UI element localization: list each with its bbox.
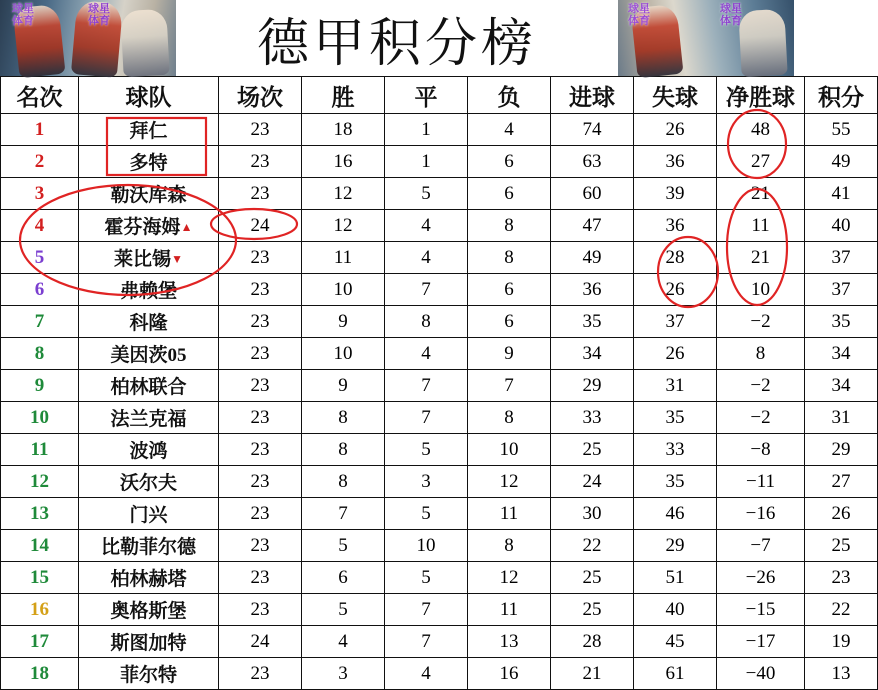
cell-played: 23 [219,178,302,210]
table-row [1,626,878,658]
cell-played: 23 [219,498,302,530]
table-row [1,146,878,178]
team-name: 门兴 [129,505,168,526]
cell-played: 23 [219,370,302,402]
cell-goals-against: 33 [634,434,717,466]
cell-goal-diff: 10 [717,274,805,306]
cell-loss: 11 [468,594,551,626]
cell-goals-against: 26 [634,338,717,370]
cell-win: 10 [302,338,385,370]
team-name: 法兰克福 [110,409,187,430]
cell-win: 9 [302,370,385,402]
cell-draw: 4 [385,242,468,274]
cell-played: 23 [219,466,302,498]
table-row [1,434,878,466]
table-row [1,306,878,338]
cell-goals-for: 25 [551,562,634,594]
cell-goals-for: 47 [551,210,634,242]
cell-points: 34 [805,338,878,370]
team-name: 弗赖堡 [119,281,177,302]
cell-goals-for: 24 [551,466,634,498]
cell-team [79,210,219,242]
cell-team [79,466,219,498]
cell-goals-against: 35 [634,402,717,434]
column-header-win: 胜 [302,77,385,114]
cell-points: 22 [805,594,878,626]
cell-points: 37 [805,274,878,306]
cell-team [79,338,219,370]
watermark-text: 球星体育 [12,2,34,27]
cell-draw: 7 [385,370,468,402]
cell-rank: 5 [1,242,79,274]
column-header-goals-for: 进球 [551,77,634,114]
team-name: 沃尔夫 [119,473,177,494]
cell-goals-for: 60 [551,178,634,210]
cell-win: 8 [302,434,385,466]
cell-goal-diff: −16 [717,498,805,530]
cell-goal-diff: −26 [717,562,805,594]
cell-played: 23 [219,402,302,434]
cell-rank: 16 [1,594,79,626]
cell-win: 7 [302,498,385,530]
cell-goals-for: 74 [551,114,634,146]
cell-goals-against: 61 [634,658,717,690]
cell-points: 40 [805,210,878,242]
table-row [1,114,878,146]
cell-loss: 9 [468,338,551,370]
cell-goal-diff: −40 [717,658,805,690]
cell-played: 23 [219,274,302,306]
cell-draw: 5 [385,178,468,210]
cell-loss: 6 [468,306,551,338]
column-header-team: 球队 [79,77,219,114]
slam-dunk-basketball-art-left [0,0,176,76]
cell-win: 5 [302,530,385,562]
standings-table [0,76,878,690]
team-name: 柏林联合 [110,377,187,398]
standings-body [1,114,878,690]
team-name: 勒沃库森 [110,185,187,206]
cell-played: 23 [219,530,302,562]
cell-goal-diff: −2 [717,306,805,338]
team-name: 柏林赫塔 [110,569,187,590]
cell-points: 29 [805,434,878,466]
cell-goals-against: 36 [634,210,717,242]
cell-goals-against: 29 [634,530,717,562]
cell-draw: 8 [385,306,468,338]
cell-team [79,274,219,306]
cell-goals-against: 35 [634,466,717,498]
cell-loss: 8 [468,210,551,242]
cell-points: 13 [805,658,878,690]
cell-goals-for: 30 [551,498,634,530]
column-header-played: 场次 [219,77,302,114]
cell-rank: 9 [1,370,79,402]
cell-goals-against: 37 [634,306,717,338]
table-row [1,242,878,274]
cell-rank: 2 [1,146,79,178]
cell-loss: 6 [468,274,551,306]
cell-team [79,306,219,338]
cell-rank: 18 [1,658,79,690]
cell-goal-diff: −7 [717,530,805,562]
cell-rank: 7 [1,306,79,338]
cell-played: 23 [219,562,302,594]
column-header-rank: 名次 [1,77,79,114]
cell-loss: 7 [468,370,551,402]
cell-loss: 6 [468,146,551,178]
cell-goal-diff: 21 [717,242,805,274]
table-row [1,274,878,306]
cell-loss: 4 [468,114,551,146]
player-figure [738,9,787,77]
cell-points: 37 [805,242,878,274]
cell-goal-diff: −15 [717,594,805,626]
cell-loss: 6 [468,178,551,210]
slam-dunk-basketball-art-right [618,0,794,76]
cell-rank: 8 [1,338,79,370]
table-row [1,402,878,434]
team-name: 科隆 [129,313,168,334]
cell-points: 35 [805,306,878,338]
column-header-points: 积分 [805,77,878,114]
cell-draw: 7 [385,594,468,626]
cell-goals-against: 51 [634,562,717,594]
cell-team [79,562,219,594]
cell-goal-diff: 48 [717,114,805,146]
cell-goals-for: 35 [551,306,634,338]
cell-goals-against: 39 [634,178,717,210]
cell-goal-diff: 11 [717,210,805,242]
cell-goals-for: 22 [551,530,634,562]
cell-rank: 4 [1,210,79,242]
cell-points: 26 [805,498,878,530]
table-row [1,338,878,370]
cell-goals-against: 28 [634,242,717,274]
cell-played: 23 [219,658,302,690]
cell-win: 16 [302,146,385,178]
cell-draw: 7 [385,626,468,658]
cell-points: 41 [805,178,878,210]
table-row [1,562,878,594]
cell-goals-against: 36 [634,146,717,178]
cell-points: 49 [805,146,878,178]
cell-goals-against: 26 [634,274,717,306]
cell-win: 5 [302,594,385,626]
cell-loss: 13 [468,626,551,658]
cell-draw: 5 [385,434,468,466]
cell-rank: 3 [1,178,79,210]
cell-win: 9 [302,306,385,338]
cell-rank: 11 [1,434,79,466]
cell-goals-for: 34 [551,338,634,370]
cell-played: 23 [219,114,302,146]
cell-played: 24 [219,626,302,658]
cell-win: 18 [302,114,385,146]
cell-goals-for: 28 [551,626,634,658]
cell-win: 6 [302,562,385,594]
cell-team [79,178,219,210]
watermark-text: 球星体育 [88,2,110,27]
header-banner [0,0,794,76]
table-row [1,178,878,210]
cell-goals-against: 31 [634,370,717,402]
cell-loss: 11 [468,498,551,530]
team-name: 波鸿 [129,441,168,462]
cell-draw: 4 [385,658,468,690]
cell-goals-against: 26 [634,114,717,146]
team-name: 拜仁 [129,121,168,142]
cell-rank: 12 [1,466,79,498]
cell-draw: 4 [385,338,468,370]
cell-loss: 8 [468,530,551,562]
cell-team [79,402,219,434]
column-header-loss: 负 [468,77,551,114]
table-header-row [1,77,878,114]
cell-goals-against: 40 [634,594,717,626]
team-name: 霍芬海姆 [104,217,181,238]
watermark-text: 球星体育 [628,2,650,27]
table-row [1,594,878,626]
team-name: 多特 [129,153,168,174]
cell-draw: 7 [385,402,468,434]
cell-draw: 4 [385,210,468,242]
column-header-goals-against: 失球 [634,77,717,114]
cell-team [79,146,219,178]
cell-win: 4 [302,626,385,658]
cell-loss: 16 [468,658,551,690]
team-name: 莱比锡 [114,249,172,270]
cell-rank: 13 [1,498,79,530]
page-title: 德甲积分榜 [176,0,618,76]
cell-team [79,658,219,690]
team-name: 美因茨05 [110,345,187,366]
arrow-down-icon: ▼ [171,252,183,266]
cell-points: 25 [805,530,878,562]
cell-win: 8 [302,402,385,434]
table-row [1,498,878,530]
team-name: 奥格斯堡 [110,601,187,622]
cell-goal-diff: 8 [717,338,805,370]
cell-goals-for: 49 [551,242,634,274]
cell-points: 19 [805,626,878,658]
cell-draw: 5 [385,562,468,594]
cell-goal-diff: 21 [717,178,805,210]
cell-goal-diff: −17 [717,626,805,658]
cell-rank: 1 [1,114,79,146]
cell-loss: 12 [468,562,551,594]
cell-win: 8 [302,466,385,498]
team-name: 菲尔特 [119,665,177,686]
cell-goals-against: 46 [634,498,717,530]
table-row [1,530,878,562]
cell-team [79,242,219,274]
table-row [1,466,878,498]
cell-played: 23 [219,338,302,370]
cell-loss: 8 [468,242,551,274]
cell-team [79,530,219,562]
watermark-text: 球星体育 [720,2,742,27]
column-header-draw: 平 [385,77,468,114]
cell-points: 23 [805,562,878,594]
cell-played: 23 [219,146,302,178]
cell-played: 23 [219,242,302,274]
cell-draw: 3 [385,466,468,498]
player-figure [120,9,169,77]
column-header-goal-diff: 净胜球 [717,77,805,114]
cell-draw: 1 [385,114,468,146]
cell-played: 23 [219,434,302,466]
cell-win: 3 [302,658,385,690]
cell-goal-diff: −8 [717,434,805,466]
cell-goals-for: 33 [551,402,634,434]
cell-team [79,370,219,402]
table-row [1,658,878,690]
cell-win: 10 [302,274,385,306]
cell-team [79,114,219,146]
cell-points: 55 [805,114,878,146]
cell-draw: 5 [385,498,468,530]
cell-draw: 7 [385,274,468,306]
cell-goal-diff: 27 [717,146,805,178]
cell-played: 23 [219,306,302,338]
cell-team [79,498,219,530]
cell-win: 12 [302,178,385,210]
cell-rank: 15 [1,562,79,594]
cell-loss: 10 [468,434,551,466]
cell-loss: 8 [468,402,551,434]
cell-goals-against: 45 [634,626,717,658]
cell-points: 31 [805,402,878,434]
cell-draw: 1 [385,146,468,178]
cell-points: 34 [805,370,878,402]
cell-loss: 12 [468,466,551,498]
cell-win: 12 [302,210,385,242]
cell-goals-for: 25 [551,434,634,466]
arrow-up-icon: ▲ [180,220,193,234]
cell-goal-diff: −2 [717,402,805,434]
team-name: 比勒菲尔德 [100,537,196,558]
team-name: 斯图加特 [110,633,187,654]
cell-win: 11 [302,242,385,274]
cell-played: 24 [219,210,302,242]
cell-goals-for: 36 [551,274,634,306]
cell-rank: 10 [1,402,79,434]
cell-team [79,434,219,466]
cell-team [79,594,219,626]
cell-goals-for: 25 [551,594,634,626]
cell-goals-for: 63 [551,146,634,178]
cell-goal-diff: −2 [717,370,805,402]
cell-points: 27 [805,466,878,498]
cell-rank: 17 [1,626,79,658]
cell-rank: 6 [1,274,79,306]
cell-team [79,626,219,658]
cell-played: 23 [219,594,302,626]
cell-draw: 10 [385,530,468,562]
cell-rank: 14 [1,530,79,562]
cell-goals-for: 29 [551,370,634,402]
table-row [1,210,878,242]
cell-goals-for: 21 [551,658,634,690]
cell-goal-diff: −11 [717,466,805,498]
table-row [1,370,878,402]
